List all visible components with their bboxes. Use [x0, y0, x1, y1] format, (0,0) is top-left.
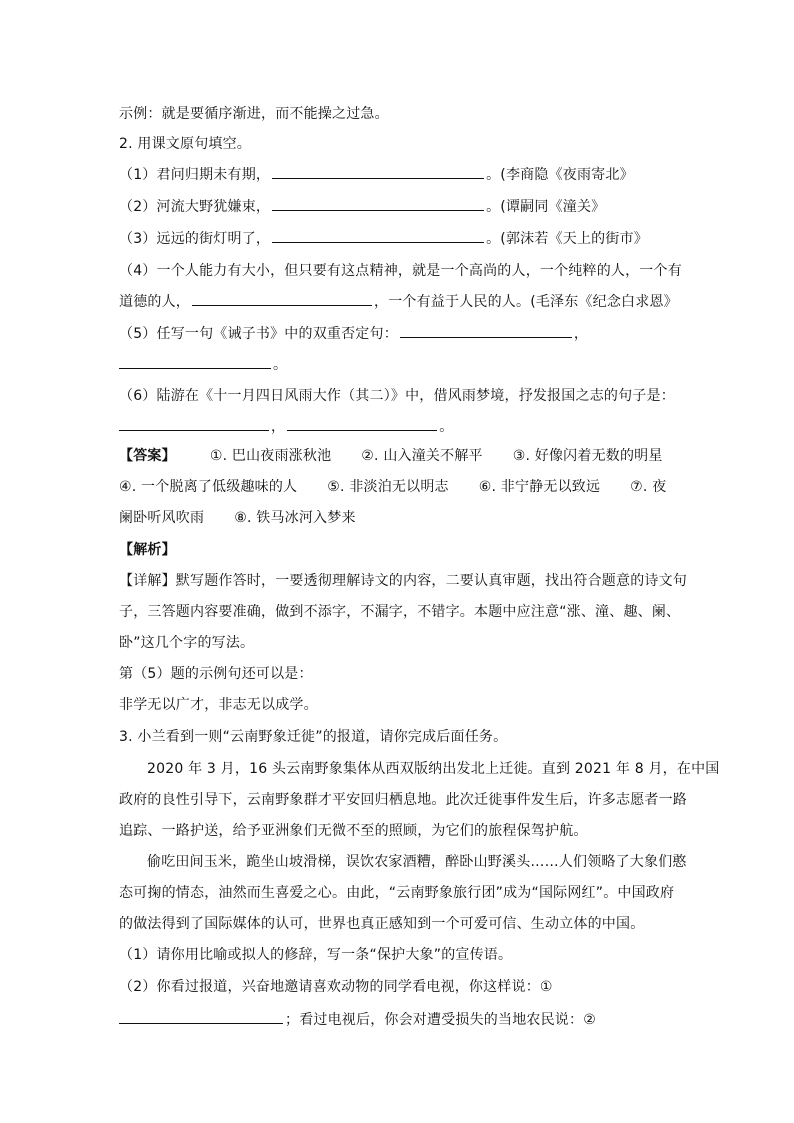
text: 态可掬的情态，油然而生喜爱之心。由此，“云南野象旅行团”成为“国际网红”。中国政府	[119, 885, 675, 901]
q2-item-2	[119, 196, 605, 217]
q2-item-3	[119, 228, 648, 249]
text: 【解析】	[119, 542, 176, 558]
q2-item-1	[119, 164, 634, 185]
text: （1）君问归期未有期，	[119, 167, 271, 183]
example-line	[119, 104, 389, 124]
passage-1-line-1	[147, 759, 720, 779]
text: 偷吃田间玉米，跪坐山坡滑梯，误饮农家酒糟，醉卧山野溪头……人们领略了大象们憨	[147, 854, 687, 870]
text: 卧”这几个字的写法。	[119, 635, 255, 651]
question-2-title	[119, 134, 251, 154]
text: 道德的人，	[119, 294, 190, 310]
answer-item: ②. 山入潼关不解平	[361, 448, 483, 464]
passage-1-line-3	[119, 821, 588, 841]
task-1	[119, 945, 512, 965]
text: 。	[273, 357, 288, 373]
answer-line-2	[119, 477, 666, 497]
answer-line-3	[119, 508, 356, 528]
answer-item: ①. 巴山夜雨涨秋池	[209, 448, 332, 464]
text: （3）远远的街灯明了，	[119, 231, 271, 247]
fill-blank[interactable]	[272, 196, 484, 211]
answer-tag: 【答案】	[119, 448, 176, 464]
fill-blank[interactable]	[119, 416, 269, 431]
text: 2. 用课文原句填空。	[119, 136, 252, 152]
text: ，	[271, 419, 286, 435]
text: 子，三答题内容要准确，做到不添字，不漏字，不错字。本题中应注意“涨、潼、趣、阑、	[119, 604, 681, 620]
fill-blank[interactable]	[119, 1009, 283, 1024]
q2-item-5b	[119, 354, 287, 375]
text: （2）你看过报道，兴奋地邀请喜欢动物的同学看电视，你这样说：①	[119, 979, 553, 995]
text: 政府的良性引导下，云南野象群才平安回归栖息地。此次迁徙事件发生后，许多志愿者一路	[119, 792, 687, 808]
text: 2020 年 3 月，16 头云南野象集体从西双版纳出发北上迁徙。直到 2021 年 8 月，在中国	[147, 761, 720, 777]
answer-item: ⑧. 铁马冰河入梦来	[234, 510, 356, 526]
analysis-tag	[119, 540, 176, 560]
answer-item: 阑卧听风吹雨	[119, 510, 205, 526]
answer-item: ③. 好像闪着无数的明星	[512, 448, 663, 464]
fill-blank[interactable]	[400, 323, 572, 338]
q2-item-5a	[119, 323, 588, 344]
detail-line-4	[119, 664, 313, 684]
text: 的做法得到了国际媒体的认可，世界也真正感知到一个可爱可信、生动立体的中国。	[119, 916, 645, 932]
text: 3. 小兰看到一则“云南野象迁徙”的报道，请你完成后面任务。	[119, 729, 508, 745]
fill-blank[interactable]	[119, 354, 271, 369]
text: ；看过电视后，你会对遭受损失的当地农民说：②	[285, 1012, 596, 1028]
passage-2-line-3	[119, 914, 644, 934]
passage-2-line-2	[119, 883, 674, 903]
answer-item: ⑤. 非淡泊无以明志	[327, 479, 449, 495]
text: 。(李商隐《夜雨寄北》	[486, 167, 634, 183]
text: （1）请你用比喻或拟人的修辞，写一条“保护大象”的宣传语。	[119, 947, 513, 963]
text: （6）陆游在《十一月四日风雨大作（其二）》中，借风雨梦境，抒发报国之志的句子是：	[119, 388, 675, 404]
task-2-line-2	[119, 1009, 596, 1030]
fill-blank[interactable]	[192, 291, 372, 306]
text: ，一个有益于人民的人。(毛泽东《纪念白求恩》	[374, 294, 678, 310]
text: 【详解】默写题作答时，一要透彻理解诗文的内容，二要认真审题，找出符合题意的诗文句	[119, 573, 687, 589]
text: 。	[439, 419, 454, 435]
question-3-title	[119, 727, 507, 747]
fill-blank[interactable]	[272, 228, 484, 243]
passage-2-line-1	[147, 852, 687, 872]
detail-line-1	[119, 571, 687, 591]
text: 第（5）题的示例句还可以是：	[119, 666, 313, 682]
text: （2）河流大野犹嫌束，	[119, 199, 271, 215]
text: 。(谭嗣同《潼关》	[486, 199, 606, 215]
text: （4）一个人能力有大小，但只要有这点精神，就是一个高尚的人，一个纯粹的人，一个有	[119, 263, 682, 279]
detail-line-5	[119, 695, 318, 715]
answer-item: ⑦. 夜	[630, 479, 667, 495]
text: 追踪、一路护送，给予亚洲象们无微不至的照顾，为它们的旅程保驾护航。	[119, 823, 588, 839]
answer-item: ⑥. 非宁静无以致远	[478, 479, 601, 495]
text: 示例：就是要循序渐进，而不能操之过急。	[119, 106, 389, 122]
text: 。(郭沫若《天上的街市》	[486, 231, 648, 247]
passage-1-line-2	[119, 790, 687, 810]
detail-line-2	[119, 602, 680, 622]
detail-line-3	[119, 633, 254, 653]
answer-line-1	[119, 446, 663, 466]
q2-item-4a	[119, 261, 682, 281]
q2-item-4b	[119, 291, 678, 312]
text: ，	[573, 326, 589, 342]
text: 非学无以广才，非志无以成学。	[119, 697, 318, 713]
fill-blank[interactable]	[272, 164, 484, 179]
q2-item-6b	[119, 416, 453, 437]
text: （5）任写一句《诫子书》中的双重否定句：	[119, 326, 398, 342]
answer-item: ④. 一个脱离了低级趣味的人	[119, 479, 298, 495]
fill-blank[interactable]	[287, 416, 437, 431]
task-2	[119, 977, 553, 997]
q2-item-6a	[119, 386, 675, 406]
